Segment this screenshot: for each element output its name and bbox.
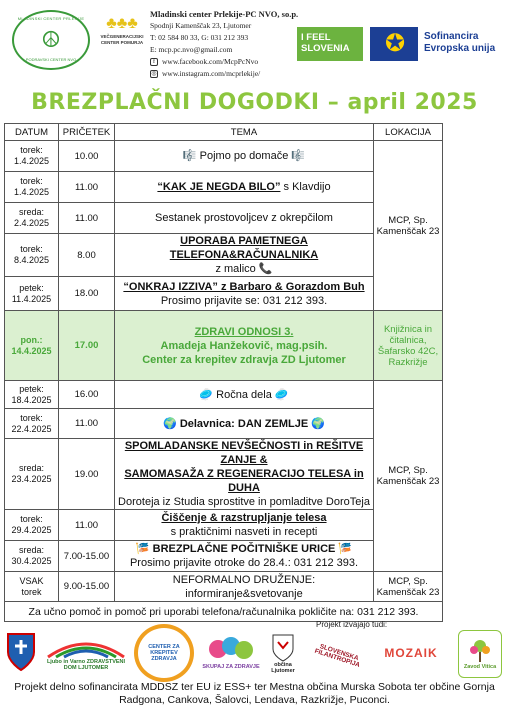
location-cell: MCP, Sp. Kamenščak 23	[374, 381, 443, 572]
instagram-row	[150, 68, 298, 80]
date-cell	[5, 572, 59, 602]
facebook-icon: f	[150, 58, 158, 66]
topic-line2: Prosimo prijavite otroke do 28.4.: 031 212 393.	[129, 557, 359, 569]
eu-line2: Evropska unija	[424, 43, 496, 54]
instagram-icon: ◎	[151, 71, 157, 77]
topic-title: Čiščenje & razstrupljanje telesa	[161, 512, 327, 524]
date: 22.4.2025	[11, 423, 52, 434]
start-cell: 8.00	[59, 234, 115, 277]
date: 14.4.2025	[11, 345, 52, 356]
projekt-label: Projekt izvajajo tudi:	[316, 620, 388, 629]
page-title: BREZPLAČNI DOGODKI – april 2025	[31, 90, 478, 115]
ckz-logo	[134, 624, 194, 682]
ifeel-line1: I FEEL	[301, 32, 331, 43]
topic-line2: SAMOMASAŽA Z REGENERACIJO TELESA in DUHA	[124, 468, 364, 494]
logo-ring-text: MLADINSKI CENTER PRLEKIJE	[17, 16, 85, 21]
topic-cell	[115, 439, 374, 510]
date-cell	[5, 381, 59, 409]
header-lokacija: LOKACIJA	[374, 124, 443, 141]
eu-flag-icon: ✪	[370, 27, 418, 61]
ifeel-line2: SLOVENIA	[301, 43, 350, 54]
topic-line3: Center za krepitev zdravja ZD Ljutomer	[142, 353, 346, 366]
topic-title: UPORABA PAMETNEGA TELEFONA&RAČUNALNIKA	[169, 235, 319, 261]
date-cell	[5, 203, 59, 234]
table-footer: Za učno pomoč in pomoč pri uporabi telefona/računalnika pokličite na: 031 212 393.	[5, 602, 443, 622]
topic-cell	[115, 234, 374, 277]
funding-text: Projekt delno sofinancirata MDDSZ ter EU iz ESS+ ter Mestna občina Murska Sobota ter občine Gornja Radgona, Cankova, Šalovci, Lendava, Razkrižje, Puconci.	[14, 681, 495, 706]
date-cell	[5, 439, 59, 510]
logo-ring-text-bottom: PODRAVSKI CENTER NVO	[25, 57, 77, 62]
facebook-row	[150, 56, 298, 68]
location-cell: MCP, Sp. Kamenščak 23	[374, 572, 443, 602]
mozaik-text: MOZAIK	[384, 646, 438, 660]
people-icon: ♣♣♣	[106, 15, 138, 32]
vecgeneracijski-center-logo	[100, 14, 144, 64]
header-datum: DATUM	[5, 124, 59, 141]
location-cell: Knjižnica in čitalnica, Šafarsko 42C, Razkrižje	[374, 311, 443, 381]
topic-title: 🎏 BREZPLAČNE POČITNIŠKE URICE 🎏	[135, 543, 353, 555]
table-row	[5, 381, 443, 409]
eu-cofunding-text	[424, 31, 495, 55]
start-cell: 16.00	[59, 381, 115, 409]
day: sreda:	[18, 545, 44, 555]
skupaj-text: SKUPAJ ZA ZDRAVJE	[202, 664, 260, 670]
header-pricetek: PRIČETEK	[59, 124, 115, 141]
filantropija-text: SLOVENSKA FILANTROPIJA	[313, 643, 361, 670]
email: E: mcp.pc.nvo@gmail.com	[150, 45, 233, 54]
phone: T: 02 584 80 33, G: 031 212 393	[150, 33, 249, 42]
day: VSAK	[19, 575, 44, 586]
address: Spodnji Kamenščak 23, Ljutomer	[150, 21, 252, 30]
table-row-highlighted	[5, 311, 443, 381]
topic-line2: s praktičnimi nasveti in recepti	[170, 526, 318, 538]
mladinski-center-logo	[12, 10, 90, 70]
mozaik-logo	[376, 638, 446, 668]
start-cell: 11.00	[59, 409, 115, 439]
zavod-vitica-logo	[458, 630, 502, 678]
date: 29.4.2025	[11, 525, 52, 535]
start-cell: 11.00	[59, 203, 115, 234]
topic-cell	[115, 172, 374, 203]
day: sreda:	[18, 463, 44, 473]
date-cell	[5, 141, 59, 172]
topic-line2: Prosimo prijavite se: 031 212 393.	[160, 294, 328, 307]
topic-cell: 🥏 Ročna dela 🥏	[115, 381, 374, 409]
topic-title: “KAK JE NEGDA BILO”	[157, 181, 281, 193]
topic-cell	[115, 510, 374, 541]
topic-cell	[115, 277, 374, 311]
start-cell: 10.00	[59, 141, 115, 172]
zdravstveni-dom-logo	[44, 632, 128, 676]
day: torek:	[20, 412, 43, 423]
topic-cell: Sestanek prostovoljcev z okrepčilom	[115, 203, 374, 234]
header	[0, 0, 509, 88]
ckz-text: CENTER ZA KREPITEV ZDRAVJA	[148, 644, 180, 662]
org-name: Mladinski center Prlekije-PC NVO, so.p.	[150, 9, 299, 19]
date-cell	[5, 172, 59, 203]
date-cell	[5, 541, 59, 572]
date: 1.4.2025	[13, 156, 50, 166]
start-cell: 11.00	[59, 510, 115, 541]
table-row	[5, 141, 443, 172]
header-tema: TEMA	[115, 124, 374, 141]
topic-cell: 🎼 Pojmo po domače 🎼	[115, 141, 374, 172]
table-footer-row	[5, 602, 443, 622]
topic-line2: Amadeja Hanžekovič, mag.psih.	[160, 339, 328, 352]
location-cell: MCP, Sp. Kamenščak 23	[374, 141, 443, 311]
date: 1.4.2025	[13, 187, 50, 197]
start-cell: 7.00-15.00	[59, 541, 115, 572]
date-cell	[5, 409, 59, 439]
skupaj-za-zdravje-logo	[202, 626, 260, 678]
zd-text: Ljubo in Varno ZDRAVSTVENI DOM LJUTOMER	[46, 659, 126, 671]
date: 30.4.2025	[11, 556, 52, 566]
topic-title: ZDRAVI ODNOSI 3.	[194, 325, 294, 338]
contact-block	[150, 8, 298, 80]
day: torek:	[20, 145, 43, 155]
peace-icon: ☮	[41, 27, 61, 52]
facebook-link[interactable]: www.facebook.com/McpPcNvo	[162, 57, 259, 66]
topic-rest: s Klavdijo	[280, 181, 331, 193]
i-feel-slovenia-logo	[297, 27, 363, 61]
table-row	[5, 572, 443, 602]
eu-line1: Sofinancira	[424, 31, 479, 42]
day: pon.:	[20, 334, 43, 345]
topic-cell	[115, 541, 374, 572]
start-cell: 18.00	[59, 277, 115, 311]
day: sreda:	[18, 207, 44, 217]
day: torek:	[20, 514, 43, 524]
date: 23.4.2025	[11, 474, 52, 484]
date-cell	[5, 277, 59, 311]
topic-title: “ONKRAJ IZZIVA” z Barbaro & Gorazdom Buh	[123, 280, 365, 293]
date: 11.4.2025	[11, 293, 52, 304]
day: petek:	[19, 383, 44, 394]
day: torek:	[20, 176, 43, 186]
topic-cell: 🌍 Delavnica: DAN ZEMLJE 🌍	[115, 409, 374, 439]
start-cell: 9.00-15.00	[59, 572, 115, 602]
date: 2.4.2025	[13, 218, 50, 228]
topic-line2: z malico 📞	[215, 263, 273, 275]
start-cell: 11.00	[59, 172, 115, 203]
vitica-text: Zavod Vitica	[463, 664, 497, 670]
topic-title: SPOMLADANSKE NEVŠEČNOSTI in REŠITVE ZANJE &	[124, 440, 364, 466]
coat-of-arms-icon	[2, 630, 40, 674]
slovenska-filantropija-logo	[301, 625, 375, 687]
start-cell: 19.00	[59, 439, 115, 510]
date: 8.4.2025	[13, 255, 50, 265]
table-header-row	[5, 124, 443, 141]
topic-cell: NEFORMALNO DRUŽENJE: informiranje&svetovanje	[115, 572, 374, 602]
date-cell	[5, 311, 59, 381]
day: petek:	[19, 282, 44, 293]
start-cell: 17.00	[59, 311, 115, 381]
topic-cell	[115, 311, 374, 381]
date-cell	[5, 510, 59, 541]
day: torek:	[20, 244, 43, 254]
date: torek	[21, 586, 42, 597]
date: 18.4.2025	[11, 394, 52, 405]
obcina-ljutomer-logo	[266, 632, 300, 676]
instagram-link[interactable]: www.instagram.com/mcprlekije/	[162, 69, 261, 78]
topic-line3: Doroteja iz Studia sprostitve in pomladitve DoroTeja	[118, 496, 370, 508]
obcina-text: občina Ljutomer	[271, 662, 295, 674]
logo2-text: VEČGENERACIJSKI CENTER POMURJA	[100, 34, 144, 45]
events-table	[4, 123, 443, 622]
date-cell	[5, 234, 59, 277]
